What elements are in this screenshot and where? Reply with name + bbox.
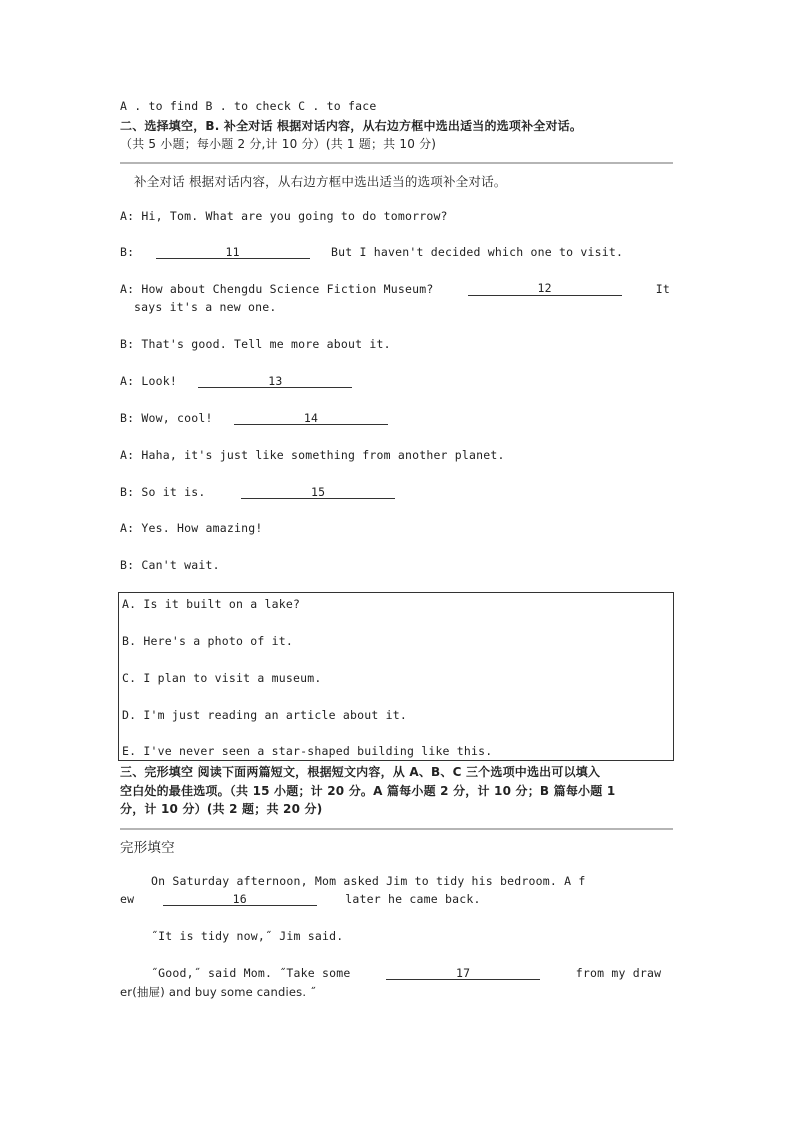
- section2-divider: [120, 162, 673, 164]
- section2-subtitle: 补全对话 根据对话内容，从右边方框中选出适当的选项补全对话。: [134, 174, 507, 189]
- option-a[interactable]: A. Is it built on a lake?: [122, 597, 301, 611]
- blank-11[interactable]: 11: [156, 246, 310, 259]
- dialog-line-9: A: Yes. How amazing!: [120, 521, 263, 535]
- dialog-text: It: [655, 282, 670, 296]
- dialog-line-5: [120, 374, 352, 388]
- passage-line-4: [151, 966, 661, 980]
- section2-heading-line1: 二、选择填空，B. 补全对话 根据对话内容，从右边方框中选出适当的选项补全对话。: [120, 119, 583, 133]
- blank-15[interactable]: 15: [241, 486, 395, 499]
- dialog-line-6: [120, 411, 388, 425]
- passage-text: later he came back.: [345, 892, 481, 906]
- dialog-line-3-cont: says it's a new one.: [134, 300, 277, 314]
- section3-divider: [120, 828, 673, 830]
- passage-text: ew: [120, 892, 135, 906]
- option-e[interactable]: E. I've never seen a star-shaped building like this.: [122, 744, 493, 758]
- speaker-label: B:: [120, 245, 135, 259]
- section3-heading-line2: 空白处的最佳选项。（共 15 小题；计 20 分。A 篇每小题 2 分，计 10 分；B 篇每小题 1: [120, 784, 616, 798]
- dialog-line-1: A: Hi, Tom. What are you going to do tomorrow?: [120, 209, 448, 223]
- option-c[interactable]: C. I plan to visit a museum.: [122, 671, 322, 685]
- passage-line-1: On Saturday afternoon, Mom asked Jim to tidy his bedroom. A f: [151, 874, 586, 888]
- blank-14[interactable]: 14: [234, 412, 388, 425]
- dialog-text: B: Wow, cool!: [120, 411, 213, 425]
- section3-heading-line1: 三、完形填空 阅读下面两篇短文，根据短文内容，从 A、B、C 三个选项中选出可以填入: [120, 765, 601, 779]
- passage-text: ˝Good,˝ said Mom. ˝Take some: [151, 966, 351, 980]
- dialog-line-8: [120, 485, 395, 499]
- blank-17[interactable]: 17: [386, 967, 540, 980]
- top-options-line: A . to find B . to check C . to face: [120, 99, 377, 113]
- dialog-line-3: [120, 282, 670, 296]
- blank-16[interactable]: 16: [163, 893, 317, 906]
- blank-12[interactable]: 12: [468, 282, 622, 296]
- dialog-text: A: Look!: [120, 374, 177, 388]
- section3-heading-line3: 分，计 10 分）(共 2 题；共 20 分): [120, 802, 323, 816]
- dialog-line-10: B: Can't wait.: [120, 558, 220, 572]
- blank-13[interactable]: 13: [198, 375, 352, 388]
- dialog-text: B: So it is.: [120, 485, 206, 499]
- passage-line-3: ˝It is tidy now,˝ Jim said.: [151, 929, 344, 943]
- passage-text: from my draw: [575, 966, 662, 980]
- section3-subtitle: 完形填空: [120, 840, 175, 856]
- passage-line-5: er(抽屉) and buy some candies. ˝: [120, 985, 317, 999]
- option-b[interactable]: B. Here's a photo of it.: [122, 634, 293, 648]
- option-d[interactable]: D. I'm just reading an article about it.: [122, 708, 407, 722]
- dialog-text: But I haven't decided which one to visit.: [331, 245, 624, 259]
- passage-line-2: [120, 892, 481, 906]
- dialog-text: A: How about Chengdu Science Fiction Museum?: [120, 282, 434, 296]
- dialog-line-2: [120, 245, 623, 259]
- dialog-line-7: A: Haha, it's just like something from another planet.: [120, 448, 505, 462]
- section2-heading-line2: （共 5 小题；每小题 2 分,计 10 分）(共 1 题；共 10 分): [120, 137, 437, 151]
- dialog-line-4: B: That's good. Tell me more about it.: [120, 337, 391, 351]
